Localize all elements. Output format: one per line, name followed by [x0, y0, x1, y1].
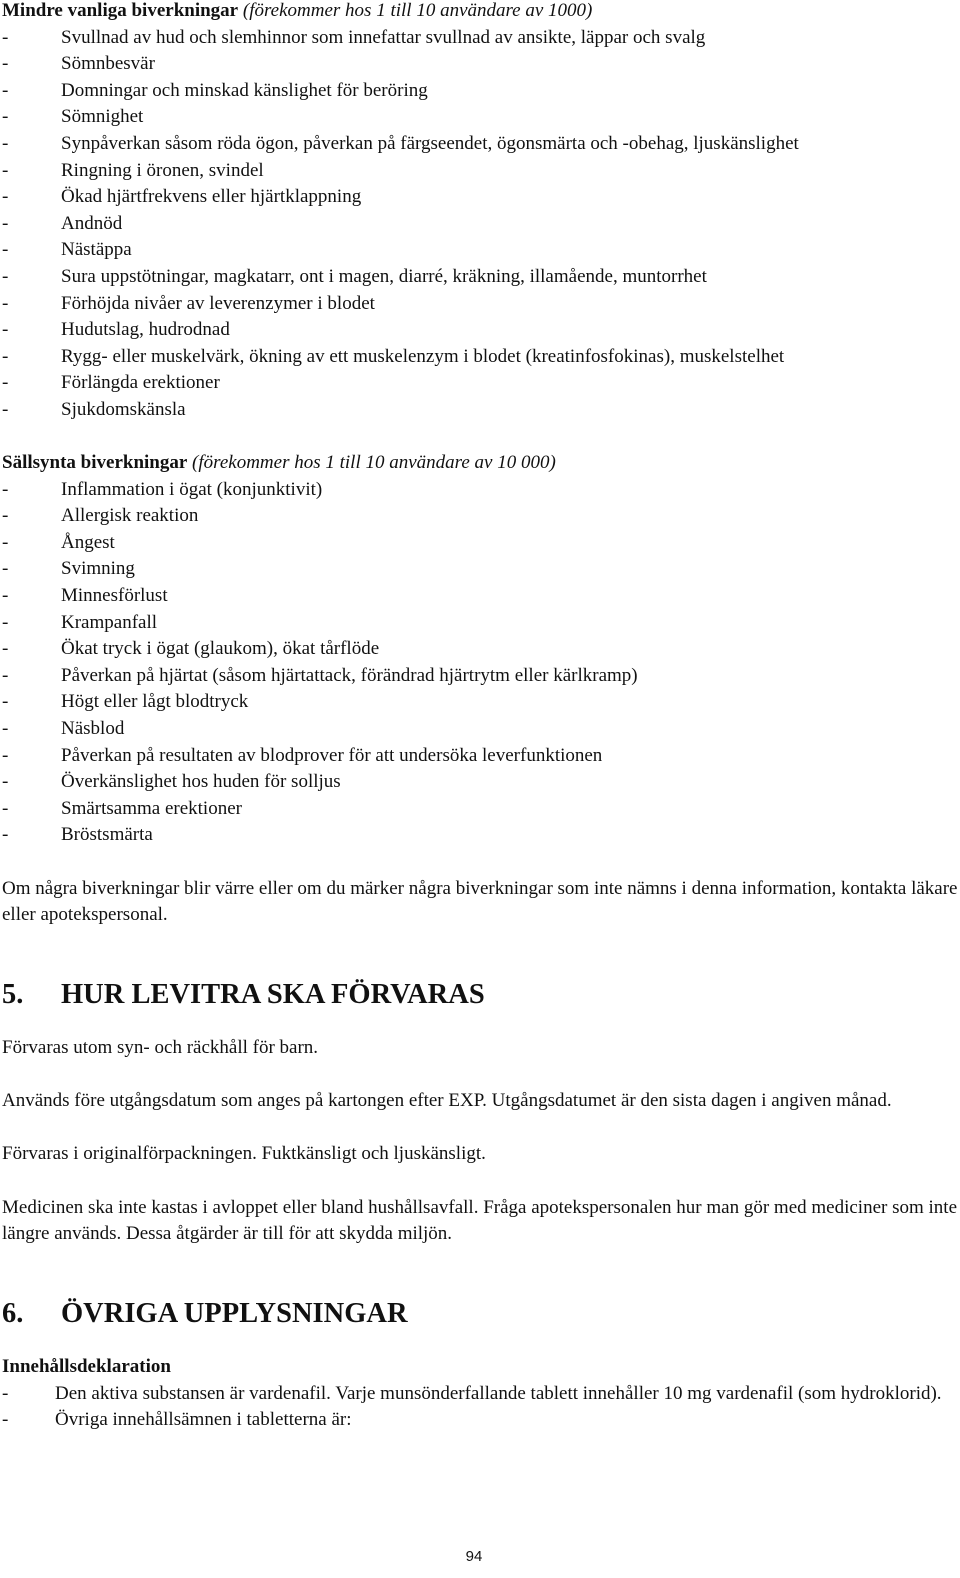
section-6-title-text: ÖVRIGA UPPLYSNINGAR	[61, 1297, 408, 1329]
list-item-text: Svullnad av hud och slemhinnor som innefattar svullnad av ansikte, läppar och svalg	[61, 26, 706, 48]
list-item-text: Andnöd	[61, 212, 123, 234]
document-page	[2, 0, 958, 1434]
bullet-dash: -	[2, 691, 9, 713]
list-item	[2, 530, 958, 557]
bullet-dash: -	[2, 398, 9, 420]
list-item-text: Sömnbesvär	[61, 53, 155, 75]
list-item	[2, 636, 958, 663]
list-item-text: Den aktiva substansen är vardenafil. Varje munsönderfallande tablett innehåller 10 mg vardenafil (som hydroklorid).	[55, 1382, 942, 1404]
bullet-dash: -	[2, 531, 9, 553]
list-item	[2, 1381, 958, 1408]
list-item-text: Ringning i öronen, svindel	[61, 159, 264, 181]
bullet-dash: -	[2, 159, 9, 181]
list-item-text: Ångest	[61, 531, 115, 553]
list-item	[2, 237, 958, 264]
bullet-dash: -	[2, 345, 9, 367]
list-item-text: Krampanfall	[61, 611, 158, 633]
list-item-text: Bröstsmärta	[61, 824, 153, 846]
list-item-text: Ökat tryck i ögat (glaukom), ökat tårflöde	[61, 638, 380, 660]
bullet-dash: -	[2, 212, 9, 234]
list-item	[2, 822, 958, 849]
list-item	[2, 211, 958, 238]
bullet-dash: -	[2, 585, 9, 607]
list-item	[2, 264, 958, 291]
worsening-notice: Om några biverkningar blir värre eller om du märker några biverkningar som inte nämns i denna information, kontakta läkare eller apotekspersonal.	[2, 877, 958, 926]
list-item	[2, 78, 958, 105]
list-item	[2, 477, 958, 504]
rare-title: Sällsynta biverkningar	[2, 452, 188, 474]
uncommon-frequency: (förekommer hos 1 till 10 användare av 1000)	[242, 0, 593, 21]
bullet-dash: -	[2, 79, 9, 101]
list-item	[2, 344, 958, 371]
bullet-dash: -	[2, 132, 9, 154]
bullet-dash: -	[2, 797, 9, 819]
list-item	[2, 131, 958, 158]
bullet-dash: -	[2, 718, 9, 740]
list-item-text: Rygg- eller muskelvärk, ökning av ett muskelenzym i blodet (kreatinfosfokinas), muskelstelhet	[61, 345, 785, 367]
bullet-dash: -	[2, 26, 9, 48]
bullet-dash: -	[2, 744, 9, 766]
rare-frequency: (förekommer hos 1 till 10 användare av 10 000)	[192, 452, 556, 474]
bullet-dash: -	[2, 824, 9, 846]
list-item	[2, 1407, 958, 1434]
list-item-text: Inflammation i ögat (konjunktivit)	[61, 478, 323, 500]
contents-declaration-list	[2, 1381, 958, 1434]
list-item-text: Domningar och minskad känslighet för beröring	[61, 79, 428, 101]
bullet-dash: -	[2, 611, 9, 633]
list-item-text: Förhöjda nivåer av leverenzymer i blodet	[61, 292, 375, 314]
list-item	[2, 796, 958, 823]
bullet-dash: -	[2, 372, 9, 394]
list-item-text: Svimning	[61, 558, 135, 580]
list-item-text: Förlängda erektioner	[61, 372, 220, 394]
list-item-text: Högt eller lågt blodtryck	[61, 691, 249, 713]
section-6-number: 6.	[2, 1297, 24, 1329]
section-5-number: 5.	[2, 978, 24, 1010]
list-item	[2, 51, 958, 78]
bullet-dash: -	[2, 1409, 9, 1431]
rare-side-effects-heading	[2, 450, 958, 477]
bullet-dash: -	[2, 478, 9, 500]
list-item	[2, 689, 958, 716]
list-item	[2, 556, 958, 583]
bullet-dash: -	[2, 1382, 9, 1404]
uncommon-side-effects-heading	[2, 0, 958, 25]
section-5-title	[2, 978, 958, 1010]
list-item	[2, 663, 958, 690]
list-item	[2, 104, 958, 131]
list-item	[2, 503, 958, 530]
bullet-dash: -	[2, 106, 9, 128]
list-item	[2, 583, 958, 610]
list-item	[2, 610, 958, 637]
list-item	[2, 317, 958, 344]
bullet-dash: -	[2, 186, 9, 208]
contents-declaration-heading: Innehållsdeklaration	[2, 1355, 171, 1377]
storage-paragraph-3: Förvaras i originalförpackningen. Fuktkänsligt och ljuskänsligt.	[2, 1143, 486, 1165]
bullet-dash: -	[2, 664, 9, 686]
list-item	[2, 184, 958, 211]
bullet-dash: -	[2, 505, 9, 527]
uncommon-title: Mindre vanliga biverkningar	[2, 0, 239, 21]
list-item-text: Ökad hjärtfrekvens eller hjärtklappning	[61, 186, 362, 208]
bullet-dash: -	[2, 239, 9, 261]
bullet-dash: -	[2, 292, 9, 314]
list-item-text: Överkänslighet hos huden för solljus	[61, 771, 341, 793]
list-item-text: Sömnighet	[61, 106, 144, 128]
list-item-text: Hudutslag, hudrodnad	[61, 319, 230, 341]
list-item-text: Allergisk reaktion	[61, 505, 199, 527]
list-item	[2, 370, 958, 397]
bullet-dash: -	[2, 638, 9, 660]
list-item	[2, 716, 958, 743]
storage-paragraph-4: Medicinen ska inte kastas i avloppet eller bland hushållsavfall. Fråga apotekspersonalen hur man gör med mediciner som inte längre används. Dessa åtgärder är till för att skydda miljön.	[2, 1196, 958, 1245]
list-item-text: Påverkan på resultaten av blodprover för att undersöka leverfunktionen	[61, 744, 603, 766]
section-5-title-text: HUR LEVITRA SKA FÖRVARAS	[61, 978, 485, 1010]
list-item-text: Minnesförlust	[61, 585, 168, 607]
bullet-dash: -	[2, 558, 9, 580]
list-item	[2, 769, 958, 796]
list-item-text: Övriga innehållsämnen i tabletterna är:	[55, 1409, 352, 1431]
bullet-dash: -	[2, 265, 9, 287]
section-6-title	[2, 1297, 958, 1329]
list-item-text: Sura uppstötningar, magkatarr, ont i magen, diarré, kräkning, illamående, muntorrhet	[61, 265, 707, 287]
bullet-dash: -	[2, 53, 9, 75]
storage-paragraph-1: Förvaras utom syn- och räckhåll för barn.	[2, 1036, 319, 1058]
page-number: 94	[465, 1548, 483, 1565]
list-item-text: Nästäppa	[61, 239, 132, 261]
list-item-text: Sjukdomskänsla	[61, 398, 186, 420]
bullet-dash: -	[2, 319, 9, 341]
list-item	[2, 158, 958, 185]
list-item-text: Näsblod	[61, 718, 125, 740]
list-item-text: Påverkan på hjärtat (såsom hjärtattack, förändrad hjärtrytm eller kärlkramp)	[61, 664, 638, 686]
rare-side-effects-list	[2, 477, 958, 849]
list-item-text: Smärtsamma erektioner	[61, 797, 242, 819]
list-item	[2, 743, 958, 770]
storage-paragraph-2: Används före utgångsdatum som anges på kartongen efter EXP. Utgångsdatumet är den sista dagen i angiven månad.	[2, 1090, 892, 1112]
list-item	[2, 397, 958, 424]
list-item-text: Synpåverkan såsom röda ögon, påverkan på färgseendet, ögonsmärta och -obehag, ljuskänslighet	[61, 132, 799, 154]
uncommon-side-effects-list	[2, 25, 958, 424]
list-item	[2, 25, 958, 52]
list-item	[2, 291, 958, 318]
bullet-dash: -	[2, 771, 9, 793]
